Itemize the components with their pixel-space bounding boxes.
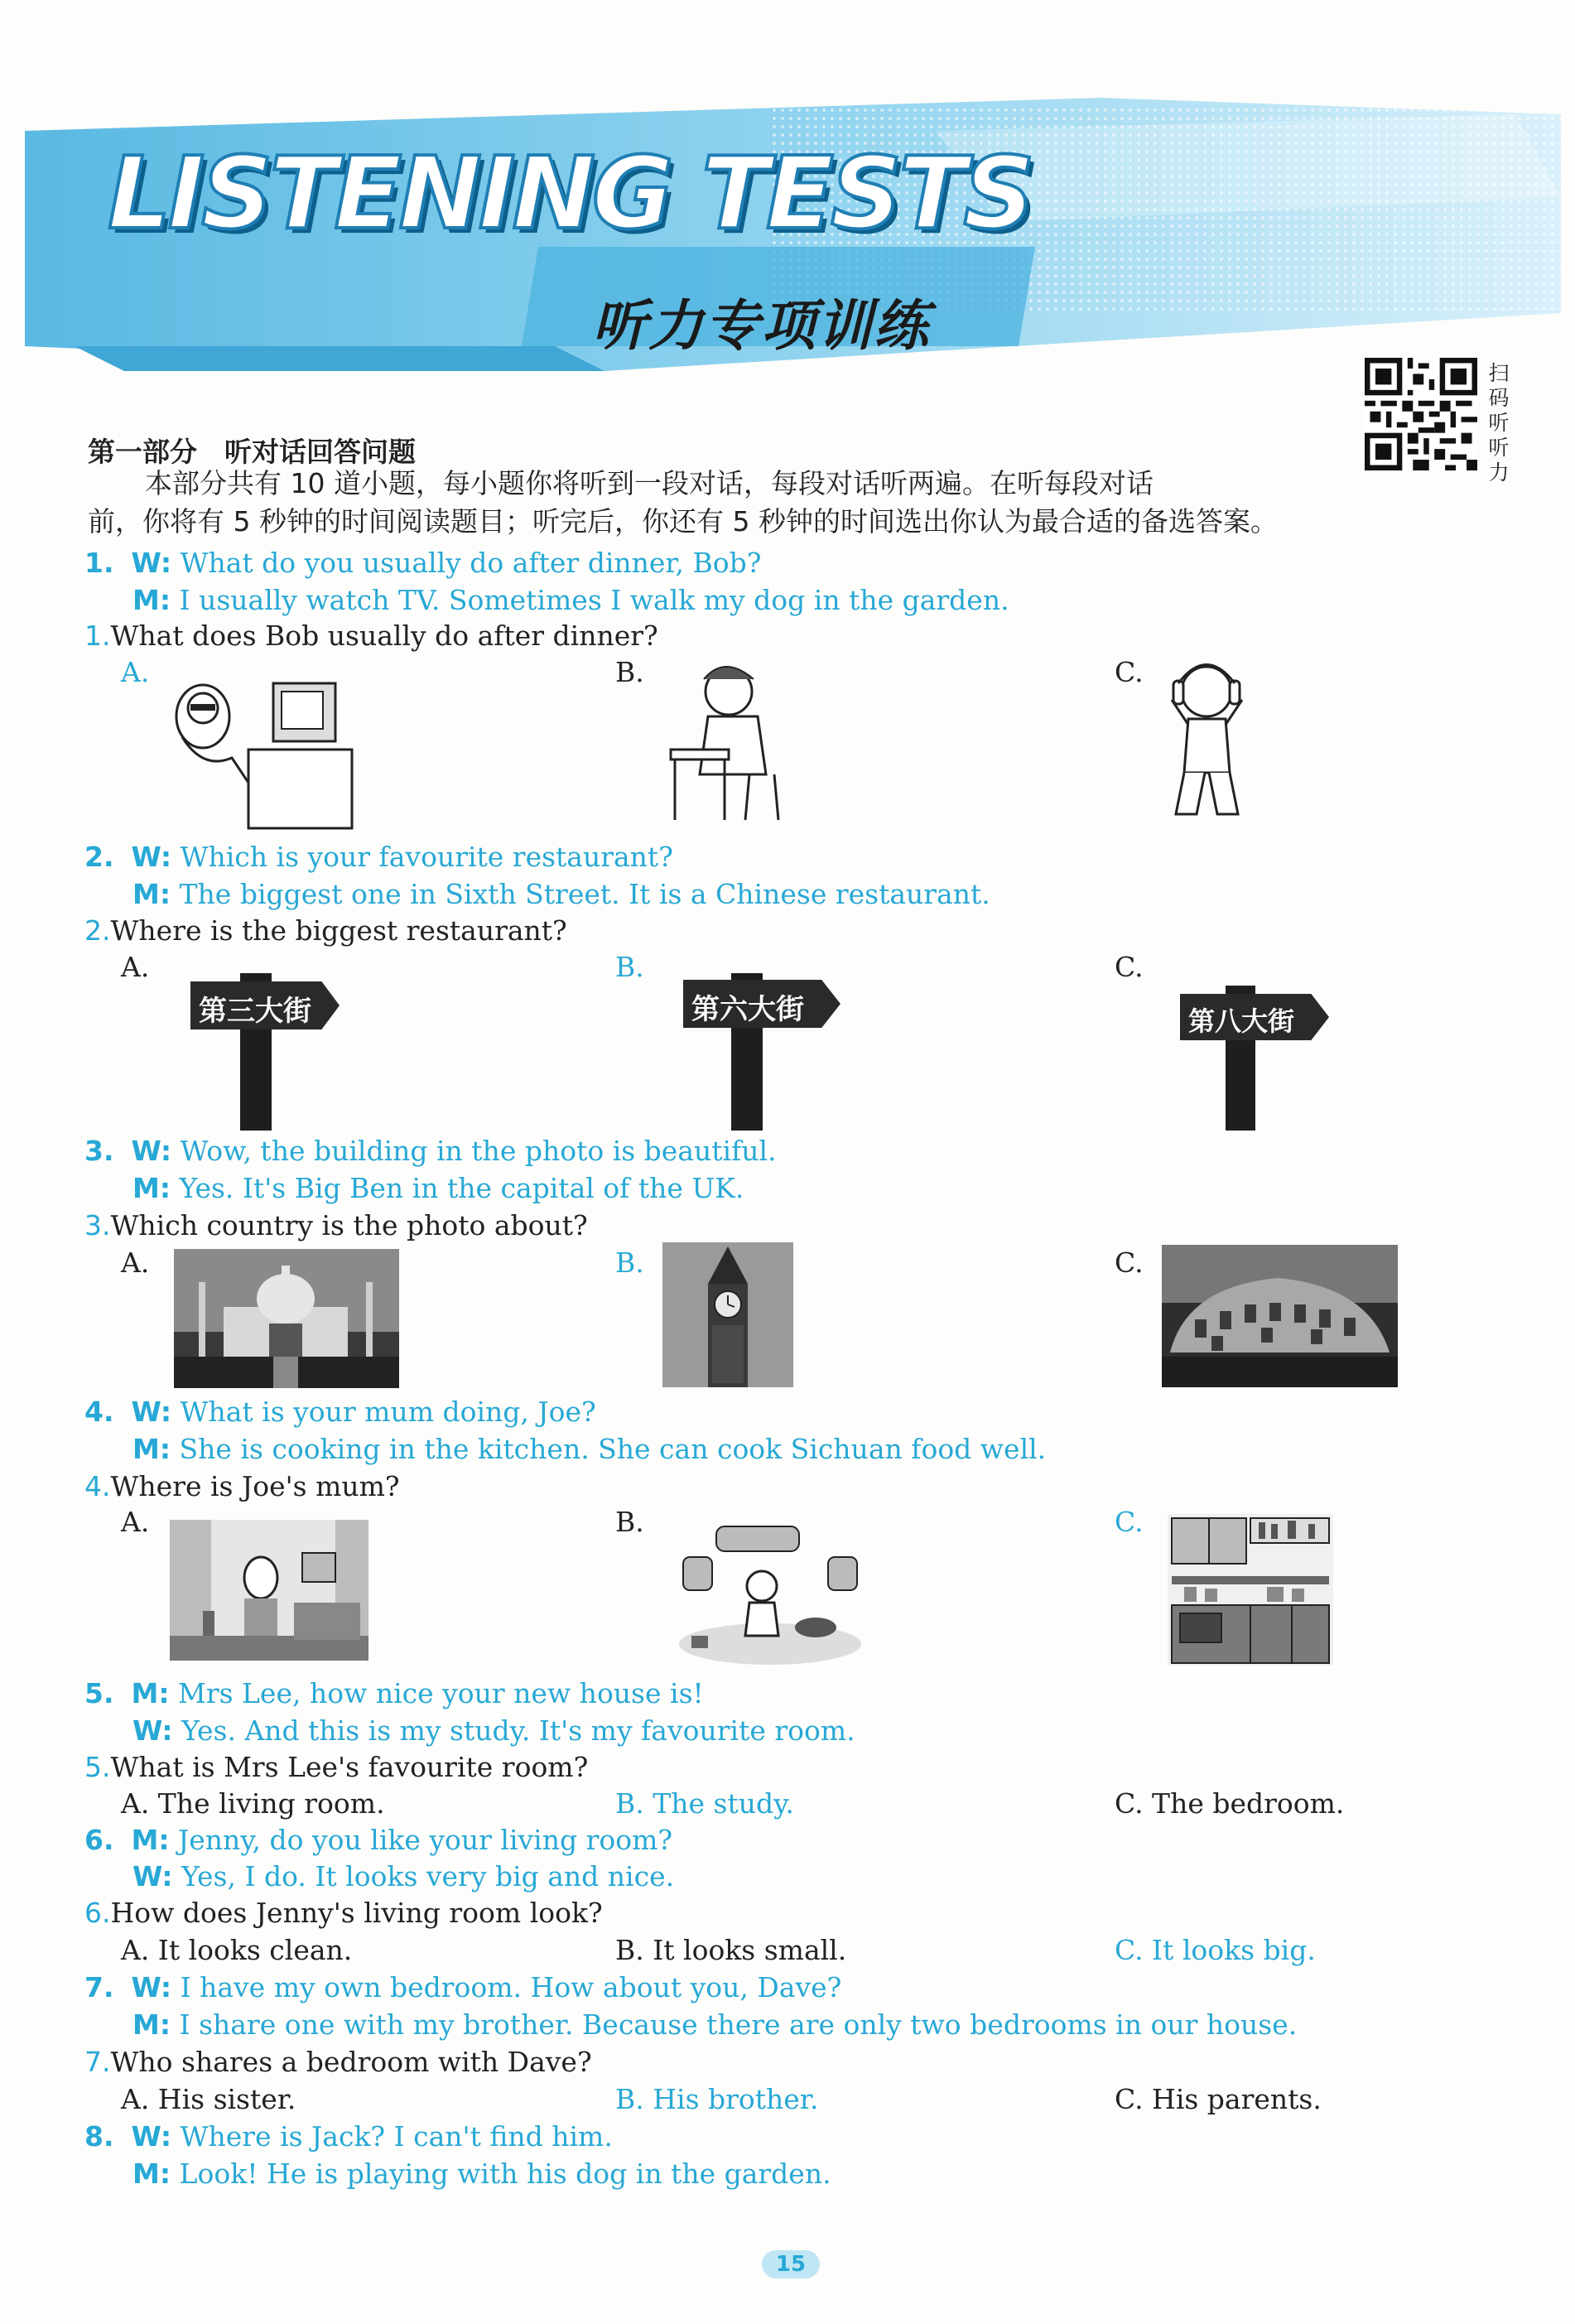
q6-dialogue-line2: W: Yes, I do. It looks very big and nice. (132, 1860, 675, 1892)
section-title: 第一部分 听对话回答问题 (88, 436, 416, 468)
boy-reading-image (658, 654, 795, 824)
page-number: 15 (762, 2250, 820, 2278)
q2-dialogue-line2: M: The biggest one in Sixth Street. It is a Chinese restaurant. (132, 878, 990, 910)
q7-option-a: A. His sister. (121, 2083, 296, 2115)
q1-option-b-label: B. (615, 656, 644, 688)
q4-question: 4.Where is Joe's mum? (84, 1470, 400, 1502)
q4-option-b-label: B. (615, 1506, 644, 1538)
street-sign-sixth (683, 965, 840, 1131)
q4-option-a-label: A. (121, 1506, 150, 1538)
q2-option-c-label: C. (1115, 951, 1144, 983)
section-intro-line2: 前，你将有 5 秒钟的时间阅读题目；听完后，你还有 5 秒钟的时间选出你认为最合适的备选答案。 (88, 505, 1278, 538)
q7-question: 7.Who shares a bedroom with Dave? (84, 2046, 592, 2078)
q1-option-c-label: C. (1115, 656, 1144, 688)
q6-option-c: C. It looks big. (1115, 1934, 1316, 1966)
q3-dialogue-line2: M: Yes. It's Big Ben in the capital of the UK. (132, 1172, 744, 1204)
q3-dialogue-line1: 3. W: Wow, the building in the photo is beautiful. (84, 1135, 777, 1167)
kitchen-image (1168, 1514, 1333, 1666)
section-intro-line1: 本部分共有 10 道小题，每小题你将听到一段对话，每段对话听两遍。在听每段对话 (145, 467, 1154, 499)
q2-option-a-label: A. (121, 951, 150, 983)
big-ben-photo (662, 1242, 793, 1387)
q6-dialogue-line1: 6. M: Jenny, do you like your living room? (84, 1824, 673, 1856)
girl-with-headphones-image (1155, 654, 1259, 820)
bedroom-image (170, 1520, 368, 1661)
q8-dialogue-line1: 8. W: Where is Jack? I can't find him. (84, 2120, 613, 2153)
q6-option-a: A. It looks clean. (121, 1934, 353, 1966)
q5-option-b: B. The study. (615, 1787, 794, 1820)
q5-option-c: C. The bedroom. (1115, 1787, 1345, 1820)
street-sign-eighth (1180, 969, 1329, 1131)
q7-dialogue-line1: 7. W: I have my own bedroom. How about you, Dave? (84, 1971, 842, 2003)
q1-question: 1.What does Bob usually do after dinner? (84, 620, 658, 652)
q3-option-a-label: A. (121, 1246, 150, 1279)
banner-subtitle: 听力专项训练 (592, 294, 930, 358)
qr-code (1365, 358, 1477, 470)
street-sign-sixth-text: 第六大街 (691, 993, 804, 1026)
q6-option-b: B. It looks small. (615, 1934, 847, 1966)
q1-dialogue-line2: M: I usually watch TV. Sometimes I walk my dog in the garden. (132, 584, 1009, 616)
q7-option-b: B. His brother. (615, 2083, 819, 2115)
q4-option-c-label: C. (1115, 1506, 1144, 1538)
q7-dialogue-line2: M: I share one with my brother. Because there are only two bedrooms in our house. (132, 2008, 1298, 2041)
q5-dialogue-line2: W: Yes. And this is my study. It's my favourite room. (132, 1714, 855, 1747)
street-sign-third (190, 965, 340, 1131)
q2-question: 2.Where is the biggest restaurant? (84, 914, 567, 947)
taj-mahal-photo (174, 1249, 399, 1388)
q1-dialogue-line1: 1. W: What do you usually do after dinner, Bob? (84, 547, 762, 579)
q8-dialogue-line2: M: Look! He is playing with his dog in the garden. (132, 2158, 831, 2190)
q5-dialogue-line1: 5. M: Mrs Lee, how nice your new house is! (84, 1677, 704, 1709)
q4-dialogue-line1: 4. W: What is your mum doing, Joe? (84, 1396, 596, 1428)
q5-option-a: A. The living room. (121, 1787, 385, 1820)
q7-option-c: C. His parents. (1115, 2083, 1322, 2115)
q3-option-b-label: B. (615, 1246, 644, 1279)
street-sign-eighth-text: 第八大街 (1188, 1005, 1295, 1037)
q2-option-b-label: B. (615, 951, 644, 983)
q3-question: 3.Which country is the photo about? (84, 1209, 588, 1242)
q2-dialogue-line1: 2. W: Which is your favourite restaurant? (84, 841, 673, 873)
q6-question: 6.How does Jenny's living room look? (84, 1897, 603, 1929)
colosseum-photo (1162, 1245, 1398, 1387)
living-room-girl-image (675, 1520, 865, 1665)
boy-watching-tv-image (166, 658, 356, 832)
banner-title: LISTENING TESTS (108, 137, 1032, 252)
q1-option-a-label: A. (121, 656, 150, 688)
street-sign-third-text: 第三大街 (199, 995, 311, 1028)
q3-option-c-label: C. (1115, 1246, 1144, 1279)
qr-label: 扫 码 听 听 力 (1488, 361, 1510, 485)
q5-question: 5.What is Mrs Lee's favourite room? (84, 1751, 589, 1783)
q4-dialogue-line2: M: She is cooking in the kitchen. She can cook Sichuan food well. (132, 1433, 1047, 1465)
